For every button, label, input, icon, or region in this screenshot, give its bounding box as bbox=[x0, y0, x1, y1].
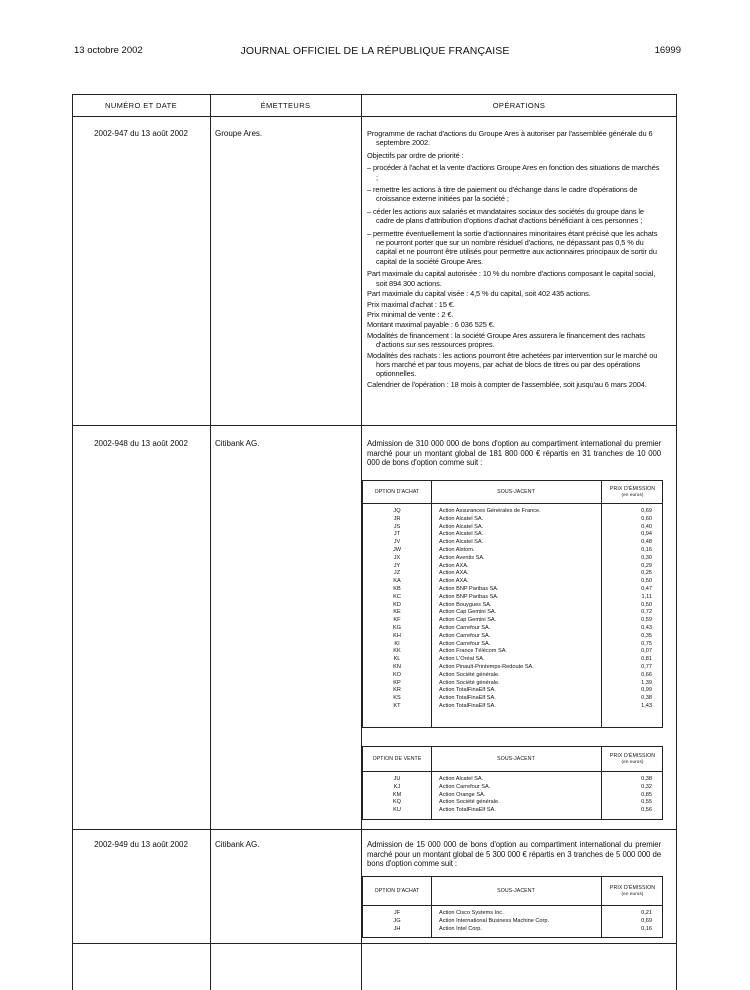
table-row bbox=[363, 602, 662, 609]
issue-price: 1,43 bbox=[641, 703, 652, 709]
option-code: JQ bbox=[393, 508, 401, 514]
table-row bbox=[363, 910, 662, 917]
column-header-operations: OPÉRATIONS bbox=[492, 101, 546, 110]
underlying-asset: Action TotalFinaElf SA. bbox=[439, 695, 496, 702]
underlying-asset: Action Alstom. bbox=[439, 547, 475, 553]
table-header-price-unit: (en euros) bbox=[621, 759, 644, 764]
operation-detail: Part maximale du capital autorisée : 10 % du nombre d'actions composant le capital social, soit 894 300 actions. bbox=[367, 269, 656, 288]
underlying-asset: Action Alcatel SA. bbox=[439, 523, 484, 530]
underlying-asset: Action L'Oréal SA. bbox=[439, 656, 485, 663]
table-header-price: PRIX D'ÉMISSION bbox=[609, 885, 656, 891]
option-code: KB bbox=[393, 586, 401, 592]
issue-price: 0,85 bbox=[641, 791, 652, 798]
underlying-asset: Action AXA. bbox=[439, 578, 469, 585]
options-table bbox=[362, 480, 663, 728]
table-header-option: OPTION D'ACHAT bbox=[374, 489, 420, 495]
issue-price: 0,55 bbox=[641, 799, 652, 806]
option-code: KA bbox=[393, 578, 401, 585]
issue-price: 0,25 bbox=[641, 570, 652, 577]
issue-price: 0,59 bbox=[641, 617, 652, 624]
underlying-asset: Action Carrefour SA. bbox=[439, 625, 491, 631]
table-row bbox=[363, 664, 662, 671]
underlying-asset: Action Cap Gemini SA. bbox=[439, 617, 497, 624]
table-header-option: OPTION D'ACHAT bbox=[374, 888, 420, 894]
table-row bbox=[363, 625, 662, 632]
table-row bbox=[363, 570, 662, 577]
option-code: JX bbox=[393, 554, 401, 561]
table-row bbox=[363, 641, 662, 648]
underlying-asset: Action France Télécom SA. bbox=[439, 648, 507, 655]
issue-price: 0,43 bbox=[641, 625, 652, 631]
option-code: KH bbox=[393, 632, 401, 639]
entry-intro: Admission de 310 000 000 de bons d'option au compartiment international du premier marché pour un montant global de 181 800 000 € répartis en 31 tranches de 10 000 000 de bons d'option comme suit : bbox=[367, 439, 661, 468]
table-header-divider bbox=[363, 771, 662, 772]
table-row bbox=[363, 563, 662, 570]
underlying-asset: Action Pinault-Printemps-Redoute SA. bbox=[439, 664, 534, 670]
operation-paragraph: Programme de rachat d'actions du Groupe Ares à autoriser par l'assemblée générale du 6 septembre 2002. bbox=[367, 129, 653, 148]
option-code: KK bbox=[393, 648, 401, 655]
table-row bbox=[363, 687, 662, 694]
table-header-divider bbox=[363, 503, 662, 504]
option-code: JY bbox=[393, 562, 401, 569]
issue-price: 0,21 bbox=[641, 910, 652, 916]
option-code: JV bbox=[393, 539, 401, 546]
table-header-price-unit: (en euros) bbox=[621, 891, 644, 896]
issue-price: 0,99 bbox=[641, 687, 652, 694]
underlying-asset: Action Alcatel SA. bbox=[439, 515, 484, 522]
options-table bbox=[362, 876, 663, 938]
option-code: JH bbox=[393, 925, 401, 932]
operation-detail: Prix minimal de vente : 2 €. bbox=[367, 309, 454, 319]
table-row bbox=[363, 586, 662, 593]
underlying-asset: Action TotalFinaElf SA. bbox=[439, 687, 496, 694]
underlying-asset: Action Alcatel SA. bbox=[439, 539, 484, 546]
issue-price: 0,75 bbox=[641, 640, 652, 647]
operation-detail: Montant maximal payable : 6 036 525 €. bbox=[367, 320, 495, 330]
underlying-asset: Action AXA. bbox=[439, 562, 469, 569]
underlying-asset: Action TotalFinaElf SA. bbox=[439, 703, 496, 709]
table-row bbox=[363, 617, 662, 624]
issue-price: 0,69 bbox=[641, 917, 652, 924]
option-code: JF bbox=[393, 910, 401, 916]
issue-price: 0,77 bbox=[641, 664, 652, 670]
option-code: JS bbox=[393, 523, 401, 530]
table-row bbox=[363, 784, 662, 791]
option-code: KN bbox=[393, 664, 401, 670]
table-row bbox=[363, 531, 662, 538]
issue-price: 0,29 bbox=[641, 562, 652, 569]
issue-price: 1,11 bbox=[641, 593, 652, 600]
option-code: KM bbox=[392, 791, 402, 798]
issue-price: 0,30 bbox=[641, 554, 652, 561]
table-row bbox=[363, 703, 662, 710]
operation-detail: Modalités de financement : la société Groupe Ares assurera le financement des rachats d'actions sur ses ressources propres. bbox=[367, 330, 645, 350]
issue-price: 0,38 bbox=[641, 695, 652, 702]
option-code: KF bbox=[393, 617, 401, 624]
underlying-asset: Action Aventis SA. bbox=[439, 554, 485, 561]
option-code: KE bbox=[393, 609, 401, 616]
table-row bbox=[363, 547, 662, 554]
entry-intro: Admission de 15 000 000 de bons d'option au compartiment international du premier marché pour un montant global de 5 300 000 € répartis en 3 tranches de 5 000 000 de bons d'option comme suit : bbox=[367, 840, 661, 869]
option-code: KD bbox=[393, 601, 401, 608]
option-code: KP bbox=[393, 679, 401, 686]
column-header-emetteurs: ÉMETTEURS bbox=[260, 101, 311, 110]
header-date: 13 octobre 2002 bbox=[74, 45, 143, 56]
option-code: JG bbox=[393, 917, 401, 924]
table-row bbox=[363, 516, 662, 523]
operation-detail: Modalités des rachats : les actions pourront être achetées par intervention sur le marché ou hors marché et par tous moyens, par achat de blocs de titres ou par des opérations optionnelles. bbox=[367, 350, 658, 379]
column-divider-1 bbox=[210, 94, 211, 990]
table-row bbox=[363, 594, 662, 601]
table-row bbox=[363, 508, 662, 515]
header-title: JOURNAL OFFICIEL DE LA RÉPUBLIQUE FRANÇAISE bbox=[240, 45, 510, 57]
option-code: KO bbox=[392, 671, 402, 678]
issue-price: 0,50 bbox=[641, 578, 652, 585]
issue-price: 0,94 bbox=[641, 531, 652, 538]
option-code: JT bbox=[393, 531, 401, 538]
operation-paragraph: Objectifs par ordre de priorité : bbox=[367, 150, 464, 160]
underlying-asset: Action Cisco Systems Inc. bbox=[439, 910, 504, 916]
issue-price: 0,35 bbox=[641, 632, 652, 639]
table-header-underlying: SOUS-JACENT bbox=[497, 756, 535, 762]
underlying-asset: Action Carrefour SA. bbox=[439, 783, 491, 790]
entry-emitter: Citibank AG. bbox=[215, 840, 260, 849]
table-row bbox=[363, 648, 662, 655]
table-header-price-unit: (en euros) bbox=[621, 492, 644, 497]
option-code: JW bbox=[392, 547, 402, 553]
entry-divider-2 bbox=[72, 829, 677, 830]
issue-price: 0,50 bbox=[641, 601, 652, 608]
option-code: KI bbox=[394, 640, 400, 647]
option-code: KS bbox=[393, 695, 401, 702]
underlying-asset: Action Alcatel SA. bbox=[439, 531, 484, 538]
underlying-asset: Action Société générale. bbox=[439, 799, 500, 806]
table-row bbox=[363, 799, 662, 806]
table-row bbox=[363, 609, 662, 616]
table-row bbox=[363, 539, 662, 546]
option-code: KC bbox=[393, 593, 401, 600]
issue-price: 0,81 bbox=[641, 656, 652, 663]
issue-price: 0,32 bbox=[641, 783, 652, 790]
table-row bbox=[363, 672, 662, 679]
table-row bbox=[363, 792, 662, 799]
underlying-asset: Action Bouygues SA. bbox=[439, 601, 492, 608]
entry-reference: 2002-948 du 13 août 2002 bbox=[94, 439, 188, 448]
option-code: JR bbox=[393, 515, 401, 522]
entry-divider-1 bbox=[72, 425, 677, 426]
column-header-numero: NUMÉRO ET DATE bbox=[105, 101, 177, 110]
entry-reference: 2002-949 du 13 août 2002 bbox=[94, 840, 188, 849]
table-row bbox=[363, 776, 662, 783]
underlying-asset: Action Intel Corp. bbox=[439, 925, 482, 932]
entry-emitter: Groupe Ares. bbox=[215, 129, 263, 138]
issue-price: 0,40 bbox=[641, 523, 652, 530]
option-code: KR bbox=[393, 687, 401, 694]
header-page-number: 16999 bbox=[654, 45, 681, 56]
option-code: KU bbox=[393, 807, 401, 814]
underlying-asset: Action Société générale. bbox=[439, 679, 500, 686]
underlying-asset: Action BNP Paribas SA. bbox=[439, 593, 499, 600]
table-row bbox=[363, 695, 662, 702]
table-row bbox=[363, 633, 662, 640]
underlying-asset: Action Orange SA. bbox=[439, 791, 486, 798]
entry-operations bbox=[367, 129, 661, 390]
underlying-asset: Action Alcatel SA. bbox=[439, 776, 484, 782]
operation-bullet: – céder les actions aux salariés et mandataires sociaux des sociétés du groupe dans le cadre de plans d'attribution d'options d'achat d'actions bénéficiant à ces personnes ; bbox=[367, 206, 644, 226]
table-row bbox=[363, 578, 662, 585]
option-code: KQ bbox=[392, 799, 402, 806]
table-row bbox=[363, 807, 662, 814]
option-code: KL bbox=[393, 656, 401, 663]
operation-detail: Part maximale du capital visée : 4,5 % du capital, soit 402 435 actions. bbox=[367, 289, 591, 299]
issue-price: 0,38 bbox=[641, 776, 652, 782]
table-row bbox=[363, 555, 662, 562]
table-row bbox=[363, 926, 662, 933]
table-row bbox=[363, 524, 662, 531]
option-code: KJ bbox=[393, 783, 401, 790]
issue-price: 0,07 bbox=[641, 648, 652, 655]
underlying-asset: Action Société générale. bbox=[439, 671, 500, 678]
operation-bullet: – remettre les actions à titre de paiement ou d'échange dans le cadre d'opérations de croissance externe initiées par la société ; bbox=[367, 185, 638, 204]
issue-price: 1,39 bbox=[641, 679, 652, 686]
issue-price: 0,69 bbox=[641, 508, 652, 514]
underlying-asset: Action Carrefour SA. bbox=[439, 632, 491, 639]
underlying-asset: Action Carrefour SA. bbox=[439, 640, 491, 647]
issue-price: 0,56 bbox=[641, 807, 652, 814]
entry-emitter: Citibank AG. bbox=[215, 439, 260, 448]
table-header-option: OPTION DE VENTE bbox=[372, 756, 422, 762]
operation-bullet: – permettre éventuellement la sortie d'actionnaires minoritaires étant précisé que les achats ne pourront porter que sur un nombre résiduel d'actions, ne dépassant pas 0,5 % du capital et ne pourront être utilisés pour permettre aux actionnaires principaux de sortir du capital de la société Groupe Ares. bbox=[367, 228, 658, 266]
table-row bbox=[363, 680, 662, 687]
table-row bbox=[363, 918, 662, 925]
option-code: KG bbox=[392, 625, 402, 631]
option-code: KT bbox=[393, 703, 401, 709]
header-row-bottom bbox=[72, 116, 677, 117]
table-header-price: PRIX D'ÉMISSION bbox=[609, 486, 656, 492]
underlying-asset: Action Assurances Générales de France. bbox=[439, 508, 541, 514]
table-header-divider bbox=[363, 905, 662, 906]
option-code: JZ bbox=[393, 570, 401, 577]
entry-divider-3 bbox=[72, 943, 677, 944]
issue-price: 0,66 bbox=[641, 671, 652, 678]
operation-detail: Prix maximal d'achat : 15 €. bbox=[367, 299, 455, 309]
underlying-asset: Action BNP Paribas SA. bbox=[439, 586, 499, 592]
underlying-asset: Action TotalFinaElf SA. bbox=[439, 807, 496, 814]
table-header-price: PRIX D'ÉMISSION bbox=[609, 753, 656, 759]
table-row bbox=[363, 656, 662, 663]
underlying-asset: Action AXA. bbox=[439, 570, 469, 577]
underlying-asset: Action Cap Gemini SA. bbox=[439, 609, 497, 616]
issue-price: 0,60 bbox=[641, 515, 652, 522]
issue-price: 0,47 bbox=[641, 586, 652, 592]
issue-price: 0,48 bbox=[641, 539, 652, 546]
operation-bullet: – procéder à l'achat et la vente d'actions Groupe Ares en fonction des situations de marchés ; bbox=[367, 163, 660, 182]
options-table bbox=[362, 746, 663, 820]
issue-price: 0,72 bbox=[641, 609, 652, 616]
underlying-asset: Action International Business Machine Corp. bbox=[439, 917, 550, 924]
entry-reference: 2002-947 du 13 août 2002 bbox=[94, 129, 188, 138]
option-code: JU bbox=[393, 776, 401, 782]
table-header-underlying: SOUS-JACENT bbox=[497, 489, 535, 495]
issue-price: 0,16 bbox=[641, 925, 652, 932]
issue-price: 0,16 bbox=[641, 547, 652, 553]
table-header-underlying: SOUS-JACENT bbox=[497, 888, 535, 894]
operation-detail: Calendrier de l'opération : 18 mois à compter de l'assemblée, soit jusqu'au 6 mars 2004. bbox=[367, 379, 647, 389]
